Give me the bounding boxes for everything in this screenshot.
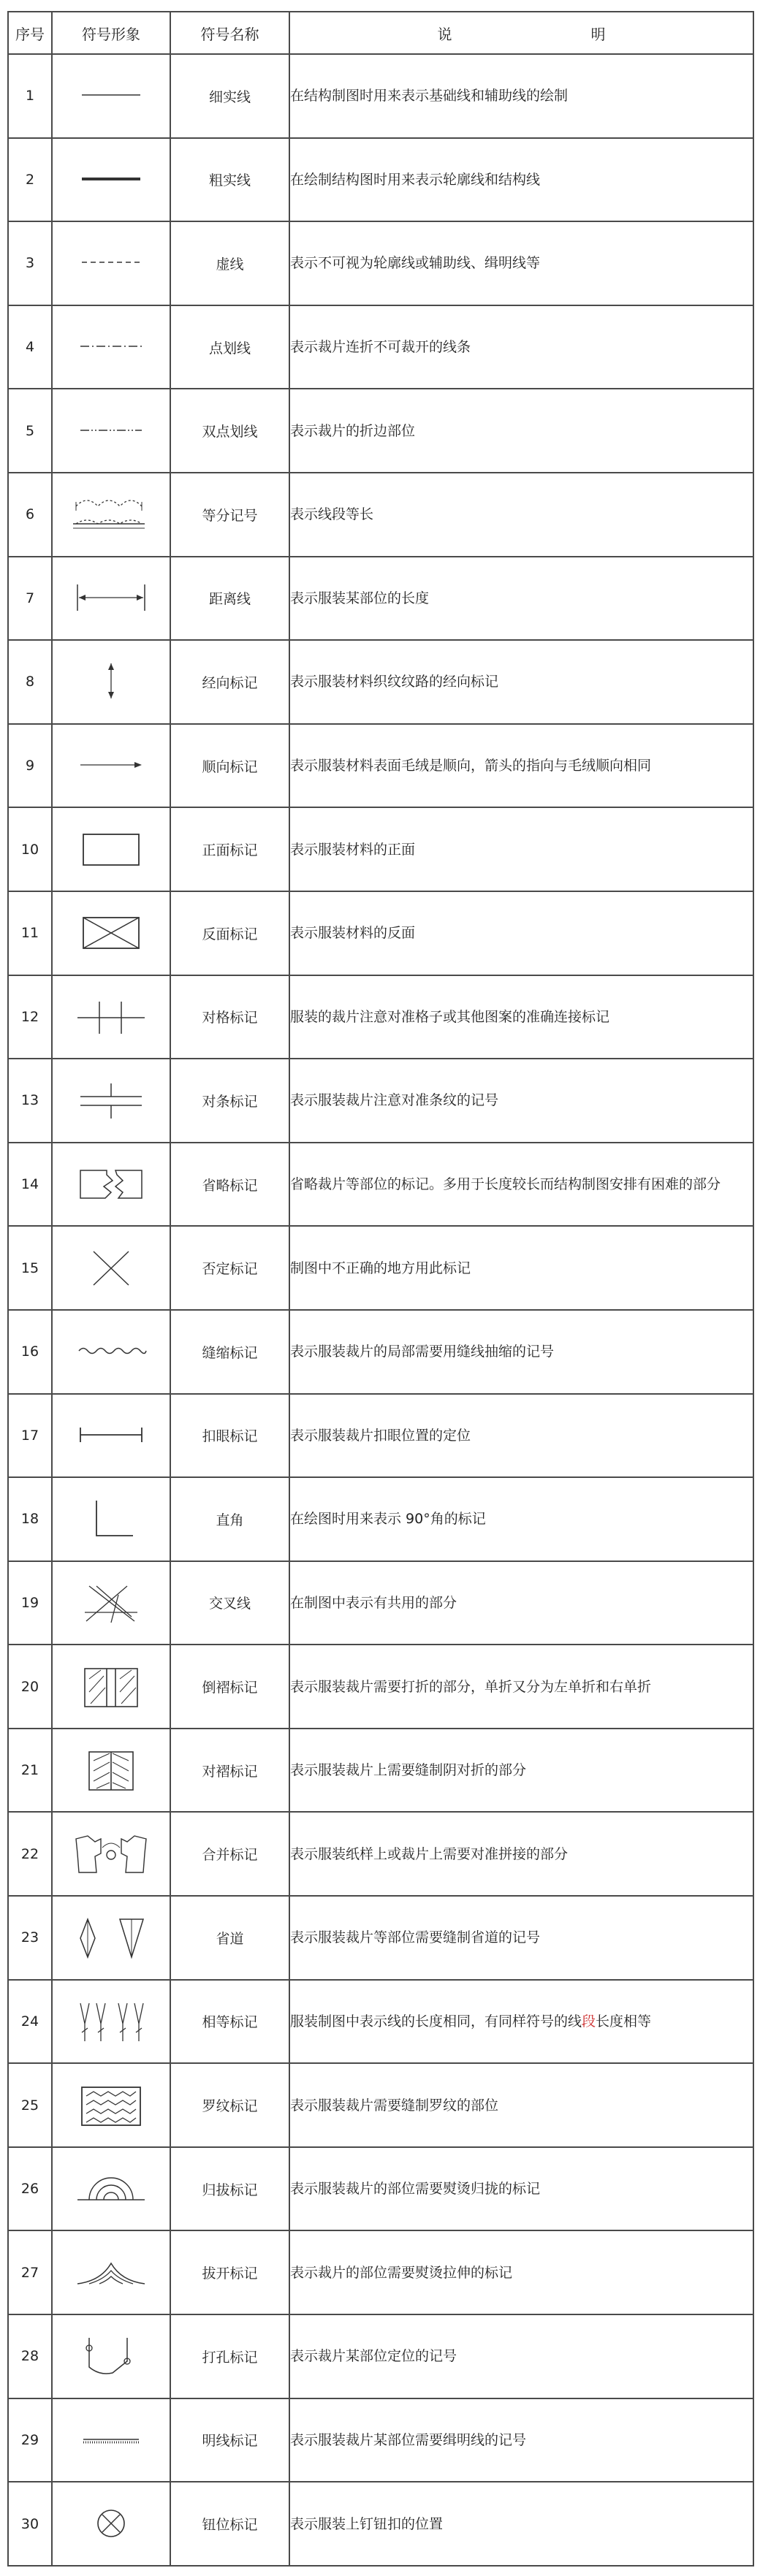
symbol-description: 表示服装上钉钮扣的位置 [289, 2482, 753, 2566]
table-row [8, 1645, 753, 1729]
symbol-cell [52, 1477, 170, 1561]
table-row [8, 1561, 753, 1645]
symbol-cell [52, 2482, 170, 2566]
stretching-icon [67, 2250, 155, 2295]
table-row [8, 1812, 753, 1896]
row-number: 22 [8, 1812, 52, 1896]
symbol-name: 钮位标记 [170, 2482, 289, 2566]
symbol-description: 在绘图时用来表示 90°角的标记 [289, 1477, 753, 1561]
table-row [8, 1394, 753, 1478]
symbol-name: 等分记号 [170, 473, 289, 557]
table-row [8, 1143, 753, 1227]
symbol-description: 表示服装裁片注意对准条纹的记号 [289, 1059, 753, 1143]
symbol-description: 表示裁片的折边部位 [289, 389, 753, 473]
description-highlight: 段 [582, 2013, 596, 2030]
drill-hole-icon [67, 2333, 155, 2379]
header-desc-b: 明 [590, 25, 606, 43]
table-row [8, 891, 753, 975]
row-number: 18 [8, 1477, 52, 1561]
description-part-b: 长度相等 [596, 2013, 652, 2030]
crossing-lines-icon [67, 1580, 155, 1626]
symbol-name: 对条标记 [170, 1059, 289, 1143]
symbol-cell [52, 1980, 170, 2064]
symbol-description: 在制图中表示有共用的部分 [289, 1561, 753, 1645]
header-num: 序号 [8, 12, 52, 54]
table-row [8, 1896, 753, 1980]
symbol-cell [52, 807, 170, 891]
face-side-icon [67, 827, 155, 872]
symbol-description: 表示不可视为轮廓线或辅助线、缉明线等 [289, 221, 753, 305]
table-row [8, 54, 753, 138]
shrinking-icon [67, 2166, 155, 2211]
row-number: 1 [8, 54, 52, 138]
symbol-cell [52, 389, 170, 473]
symbol-name: 罗纹标记 [170, 2063, 289, 2147]
omission-icon [67, 1162, 155, 1207]
description-part-a: 服装制图中表示线的长度相同，有同样符号的线 [290, 2013, 582, 2030]
symbol-name: 细实线 [170, 54, 289, 138]
table-row [8, 1729, 753, 1813]
symbol-cell [52, 54, 170, 138]
symbol-name: 倒褶标记 [170, 1645, 289, 1729]
symbol-cell [52, 138, 170, 222]
rib-knit-icon [67, 2083, 155, 2128]
thin-line-icon [67, 73, 155, 118]
table-row [8, 138, 753, 222]
equal-division-icon [67, 492, 155, 537]
table-row [8, 221, 753, 305]
thick-line-icon [67, 157, 155, 202]
row-number: 21 [8, 1729, 52, 1813]
table-row [8, 2398, 753, 2482]
symbol-cell [52, 2230, 170, 2314]
row-number: 11 [8, 891, 52, 975]
dashed-line-icon [67, 240, 155, 286]
distance-line-icon [67, 576, 155, 621]
symbol-name: 打孔标记 [170, 2314, 289, 2398]
symbol-description: 表示服装材料织纹纹路的经向标记 [289, 640, 753, 724]
symbol-description: 在绘制结构图时用来表示轮廓线和结构线 [289, 138, 753, 222]
row-number: 13 [8, 1059, 52, 1143]
symbol-name: 顺向标记 [170, 724, 289, 808]
row-number: 4 [8, 305, 52, 389]
symbol-name: 相等标记 [170, 1980, 289, 2064]
table-row [8, 473, 753, 557]
symbol-description: 表示裁片的部位需要熨烫拉伸的标记 [289, 2230, 753, 2314]
symbol-name: 交叉线 [170, 1561, 289, 1645]
table-row [8, 2314, 753, 2398]
symbol-description: 服装的裁片注意对准格子或其他图案的准确连接标记 [289, 975, 753, 1059]
symbol-cell [52, 1226, 170, 1310]
symbol-cell [52, 2147, 170, 2231]
symbol-description: 表示服装裁片的局部需要用缝线抽缩的记号 [289, 1310, 753, 1394]
symbol-description: 表示服装纸样上或裁片上需要对准拼接的部分 [289, 1812, 753, 1896]
symbol-name: 双点划线 [170, 389, 289, 473]
symbol-name: 对格标记 [170, 975, 289, 1059]
dash-dot-line-icon [67, 324, 155, 370]
row-number: 9 [8, 724, 52, 808]
symbol-description: 表示服装裁片上需要缝制阴对折的部分 [289, 1729, 753, 1813]
row-number: 30 [8, 2482, 52, 2566]
symbol-description: 表示服装裁片等部位需要缝制省道的记号 [289, 1896, 753, 1980]
reverse-side-icon [67, 910, 155, 956]
row-number: 8 [8, 640, 52, 724]
row-number: 24 [8, 1980, 52, 2064]
symbol-cell [52, 640, 170, 724]
topstitch-icon [67, 2417, 155, 2463]
row-number: 26 [8, 2147, 52, 2231]
table-row [8, 2482, 753, 2566]
table-row [8, 807, 753, 891]
box-pleat-icon [67, 1748, 155, 1793]
symbol-description: 表示裁片某部位定位的记号 [289, 2314, 753, 2398]
row-number: 25 [8, 2063, 52, 2147]
symbol-cell [52, 305, 170, 389]
joining-icon [67, 1832, 155, 1877]
equal-length-icon [67, 1999, 155, 2044]
symbol-name: 距离线 [170, 557, 289, 641]
symbol-cell [52, 1645, 170, 1729]
row-number: 27 [8, 2230, 52, 2314]
table-row [8, 305, 753, 389]
negation-cross-icon [67, 1246, 155, 1291]
row-number: 15 [8, 1226, 52, 1310]
row-number: 14 [8, 1143, 52, 1227]
table-row [8, 975, 753, 1059]
header-desc-a: 说 [437, 25, 452, 43]
table-row [8, 2147, 753, 2231]
gathering-icon [67, 1329, 155, 1374]
row-number: 17 [8, 1394, 52, 1478]
symbol-cell [52, 1394, 170, 1478]
symbol-cell [52, 1729, 170, 1813]
row-number: 12 [8, 975, 52, 1059]
symbol-description: 制图中不正确的地方用此标记 [289, 1226, 753, 1310]
symbol-description [289, 1980, 753, 2064]
table-row [8, 1226, 753, 1310]
header-symbol: 符号形象 [52, 12, 170, 54]
dash-double-dot-line-icon [67, 408, 155, 454]
symbol-name: 粗实线 [170, 138, 289, 222]
symbol-cell [52, 221, 170, 305]
symbol-cell [52, 975, 170, 1059]
symbol-description: 表示服装裁片扣眼位置的定位 [289, 1394, 753, 1478]
symbol-name: 合并标记 [170, 1812, 289, 1896]
symbol-name: 点划线 [170, 305, 289, 389]
row-number: 23 [8, 1896, 52, 1980]
symbol-cell [52, 1812, 170, 1896]
symbol-description: 省略裁片等部位的标记。多用于长度较长而结构制图安排有困难的部分 [289, 1143, 753, 1227]
button-position-icon [67, 2501, 155, 2547]
symbol-cell [52, 2314, 170, 2398]
symbol-cell [52, 1143, 170, 1227]
symbol-description: 表示服装材料的正面 [289, 807, 753, 891]
row-number: 2 [8, 138, 52, 222]
symbol-cell [52, 1561, 170, 1645]
symbol-name: 拔开标记 [170, 2230, 289, 2314]
symbol-name: 对褶标记 [170, 1729, 289, 1813]
symbol-description: 表示服装裁片需要打折的部分，单折又分为左单折和右单折 [289, 1645, 753, 1729]
symbol-name: 缝缩标记 [170, 1310, 289, 1394]
symbol-name: 直角 [170, 1477, 289, 1561]
grain-line-icon [67, 659, 155, 704]
symbol-name: 虚线 [170, 221, 289, 305]
right-angle-icon [67, 1496, 155, 1542]
symbol-description: 表示服装裁片某部位需要缉明线的记号 [289, 2398, 753, 2482]
table-row [8, 724, 753, 808]
symbol-cell [52, 1896, 170, 1980]
symbol-description: 表示裁片连折不可裁开的线条 [289, 305, 753, 389]
table-row [8, 1310, 753, 1394]
symbol-cell [52, 2398, 170, 2482]
symbol-cell [52, 2063, 170, 2147]
table-row [8, 2063, 753, 2147]
row-number: 28 [8, 2314, 52, 2398]
symbol-description: 表示服装某部位的长度 [289, 557, 753, 641]
table-row [8, 640, 753, 724]
symbol-name: 省道 [170, 1896, 289, 1980]
symbol-description: 表示服装材料表面毛绒是顺向，箭头的指向与毛绒顺向相同 [289, 724, 753, 808]
table-header-row [8, 12, 753, 54]
nap-direction-icon [67, 743, 155, 788]
dart-icon [67, 1915, 155, 1960]
symbol-name: 反面标记 [170, 891, 289, 975]
row-number: 20 [8, 1645, 52, 1729]
pleat-icon [67, 1664, 155, 1710]
table-row [8, 1980, 753, 2064]
symbol-name: 否定标记 [170, 1226, 289, 1310]
row-number: 29 [8, 2398, 52, 2482]
row-number: 19 [8, 1561, 52, 1645]
table-row [8, 389, 753, 473]
symbol-name: 明线标记 [170, 2398, 289, 2482]
symbol-cell [52, 473, 170, 557]
symbol-description: 表示线段等长 [289, 473, 753, 557]
symbol-name: 归拔标记 [170, 2147, 289, 2231]
row-number: 6 [8, 473, 52, 557]
symbol-cell [52, 891, 170, 975]
table-row [8, 2230, 753, 2314]
table-row [8, 1477, 753, 1561]
symbol-cell [52, 724, 170, 808]
symbol-cell [52, 557, 170, 641]
symbol-description: 表示服装裁片需要缝制罗纹的部位 [289, 2063, 753, 2147]
symbol-name: 扣眼标记 [170, 1394, 289, 1478]
symbol-name: 经向标记 [170, 640, 289, 724]
row-number: 7 [8, 557, 52, 641]
stripe-matching-icon [67, 1078, 155, 1123]
row-number: 5 [8, 389, 52, 473]
symbol-cell [52, 1059, 170, 1143]
symbol-description: 表示服装材料的反面 [289, 891, 753, 975]
row-number: 3 [8, 221, 52, 305]
header-description [289, 12, 753, 54]
row-number: 10 [8, 807, 52, 891]
symbol-description: 在结构制图时用来表示基础线和辅助线的绘制 [289, 54, 753, 138]
table-row [8, 1059, 753, 1143]
check-matching-icon [67, 994, 155, 1040]
header-name: 符号名称 [170, 12, 289, 54]
symbol-cell [52, 1310, 170, 1394]
buttonhole-icon [67, 1413, 155, 1458]
symbol-name: 正面标记 [170, 807, 289, 891]
symbol-description: 表示服装裁片的部位需要熨烫归拢的标记 [289, 2147, 753, 2231]
symbol-table [7, 11, 754, 2567]
table-row [8, 557, 753, 641]
row-number: 16 [8, 1310, 52, 1394]
symbol-name: 省略标记 [170, 1143, 289, 1227]
